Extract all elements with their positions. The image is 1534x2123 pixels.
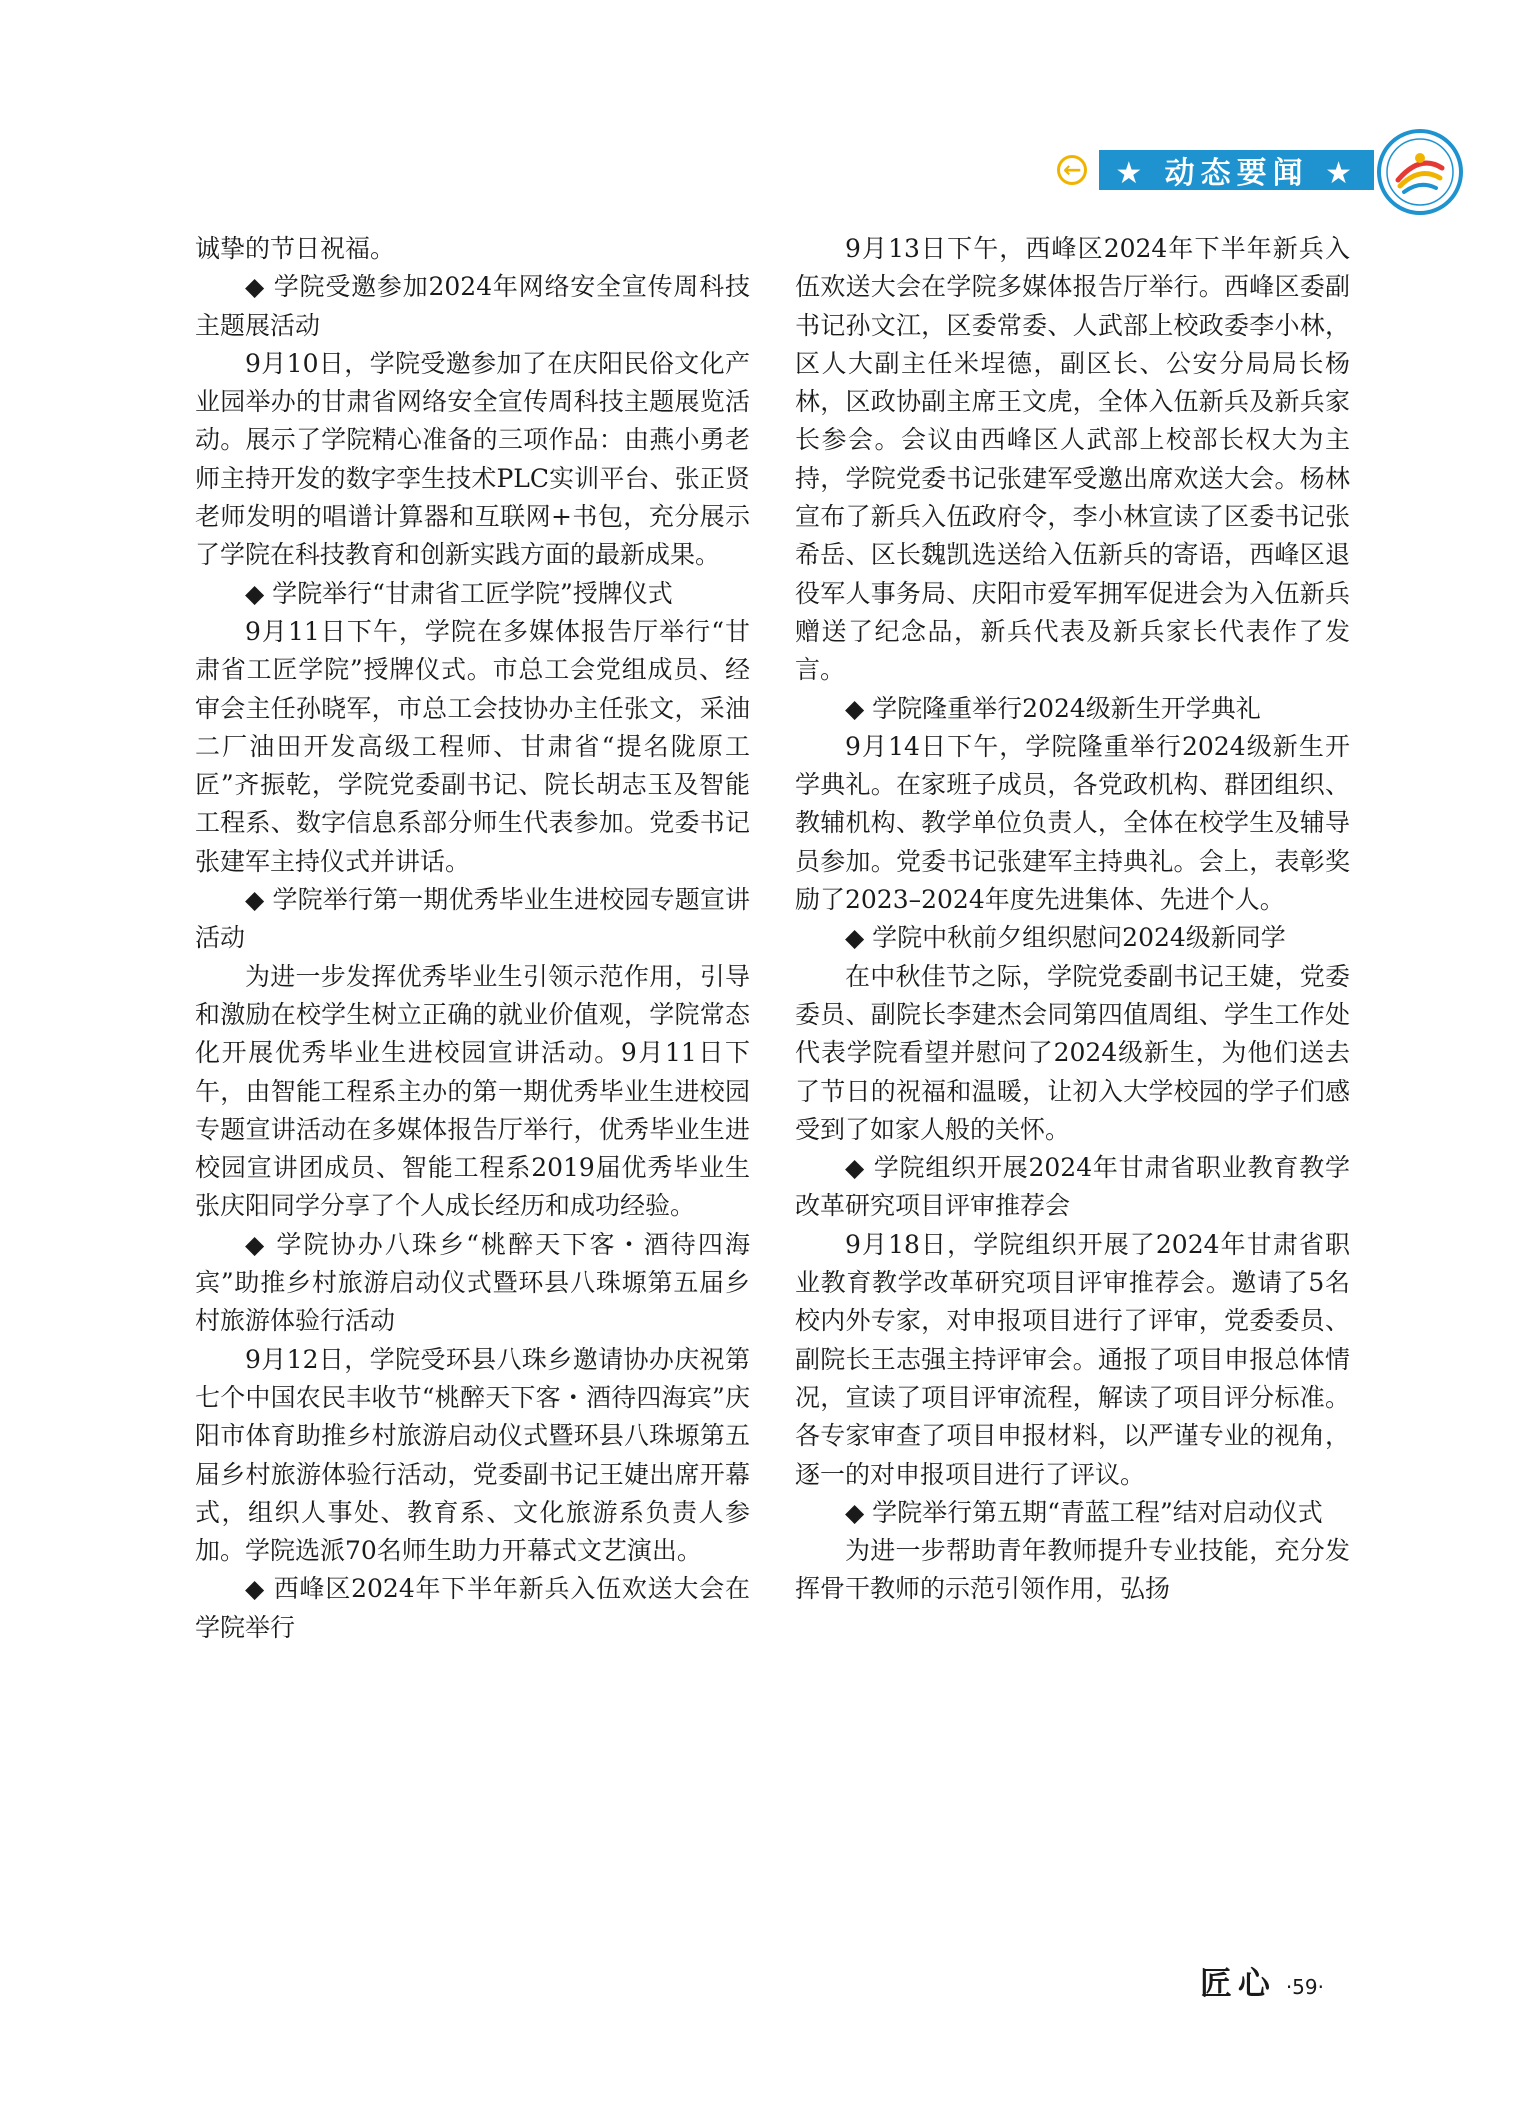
news-heading: ◆ 西峰区2024年下半年新兵入伍欢送大会在学院举行: [195, 1574, 750, 1642]
news-paragraph: 9月14日下午，学院隆重举行2024级新生开学典礼。在家班子成员，各党政机构、群团组织、教辅机构、教学单位负责人，全体在校学生及辅导员参加。党委书记张建军主持典礼。会上，表彰奖励了2023–2024年度先进集体、先进个人。: [795, 731, 1350, 915]
news-paragraph: 9月12日，学院受环县八珠乡邀请协办庆祝第七个中国农民丰收节“桃醉天下客・酒待四海宾”庆阳市体育助推乡村旅游启动仪式暨环县八珠塬第五届乡村旅游体验行活动，党委副书记王婕出席开幕式，组织人事处、教育系、文化旅游系负责人参加。学院选派70名师生助力开幕式文艺演出。: [195, 1344, 750, 1566]
news-heading: ◆ 学院受邀参加2024年网络安全宣传周科技主题展活动: [195, 272, 750, 340]
news-paragraph: 9月18日，学院组织开展了2024年甘肃省职业教育教学改革研究项目评审推荐会。邀请了5名校内外专家，对申报项目进行了评审，党委委员、副院长王志强主持评审会。通报了项目申报总体情况，宣读了项目评审流程，解读了项目评分标准。各专家审查了项目申报材料，以严谨专业的视角，逐一的对申报项目进行了评议。: [795, 1229, 1350, 1489]
right-article-column: [795, 230, 1350, 1609]
section-title: ★ 动态要闻 ★: [1115, 156, 1358, 191]
news-heading: ◆ 学院举行“甘肃省工匠学院”授牌仪式: [245, 578, 673, 608]
news-paragraph: 9月11日下午，学院在多媒体报告厅举行“甘肃省工匠学院”授牌仪式。市总工会党组成员、经审会主任孙晓军，市总工会技协办主任张文，采油二厂油田开发高级工程师、甘肃省“提名陇原工匠”齐振乾，学院党委副书记、院长胡志玉及智能工程系、数字信息系部分师生代表参加。党委书记张建军主持仪式并讲话。: [195, 616, 750, 876]
college-emblem-logo: [1376, 128, 1464, 216]
news-paragraph: 为进一步发挥优秀毕业生引领示范作用，引导和激励在校学生树立正确的就业价值观，学院常态化开展优秀毕业生进校园宣讲活动。9月11日下午，由智能工程系主办的第一期优秀毕业生进校园专题宣讲活动在多媒体报告厅举行，优秀毕业生进校园宣讲团成员、智能工程系2019届优秀毕业生张庆阳同学分享了个人成长经历和成功经验。: [195, 961, 750, 1221]
left-article-column: [195, 230, 750, 1647]
magazine-name: 匠心: [1199, 1964, 1276, 2002]
news-heading: ◆ 学院举行第一期优秀毕业生进校园专题宣讲活动: [195, 885, 750, 953]
section-title-banner: [1099, 150, 1374, 190]
news-heading: ◆ 学院中秋前夕组织慰问2024级新同学: [845, 923, 1286, 953]
news-heading: ◆ 学院组织开展2024年甘肃省职业教育教学改革研究项目评审推荐会: [795, 1153, 1350, 1221]
news-heading: ◆ 学院协办八珠乡“桃醉天下客・酒待四海宾”助推乡村旅游启动仪式暨环县八珠塬第五届乡村旅游体验行活动: [195, 1229, 750, 1336]
news-paragraph: 在中秋佳节之际，学院党委副书记王婕，党委委员、副院长李建杰会同第四值周组、学生工作处代表学院看望并慰问了2024级新生，为他们送去了节日的祝福和温暖，让初入大学校园的学子们感受到了如家人般的关怀。: [795, 961, 1350, 1144]
news-heading: ◆ 学院隆重举行2024级新生开学典礼: [845, 693, 1261, 723]
news-paragraph: 9月13日下午，西峰区2024年下半年新兵入伍欢送大会在学院多媒体报告厅举行。西峰区委副书记孙文江，区委常委、人武部上校政委李小林，区人大副主任米埕德，副区长、公安分局局长杨林，区政协副主席王文虎，全体入伍新兵及新兵家长参会。会议由西峰区人武部上校部长权大为主持，学院党委书记张建军受邀出席欢送大会。杨林宣布了新兵入伍政府令，李小林宣读了区委书记张希岳、区长魏凯选送给入伍新兵的寄语，西峰区退役军人事务局、庆阳市爱军拥军促进会为入伍新兵赠送了纪念品，新兵代表及新兵家长代表作了发言。: [795, 234, 1350, 685]
arrow-left-circle-icon[interactable]: ←: [1057, 155, 1087, 185]
news-paragraph: 诚挚的节日祝福。: [195, 234, 396, 263]
page-footer: [1200, 1958, 1324, 2004]
news-heading: ◆ 学院举行第五期“青蓝工程”结对启动仪式: [845, 1497, 1323, 1527]
news-paragraph: 为进一步帮助青年教师提升专业技能，充分发挥骨干教师的示范引领作用，弘扬: [795, 1536, 1350, 1604]
news-paragraph: 9月10日，学院受邀参加了在庆阳民俗文化产业园举办的甘肃省网络安全宣传周科技主题展览活动。展示了学院精心准备的三项作品：由燕小勇老师主持开发的数字孪生技术PLC实训平台、张正贤老师发明的唱谱计算器和互联网+书包，充分展示了学院在科技教育和创新实践方面的最新成果。: [195, 348, 750, 570]
page-number: ·59·: [1285, 1975, 1324, 1999]
section-header: [1057, 150, 1374, 190]
